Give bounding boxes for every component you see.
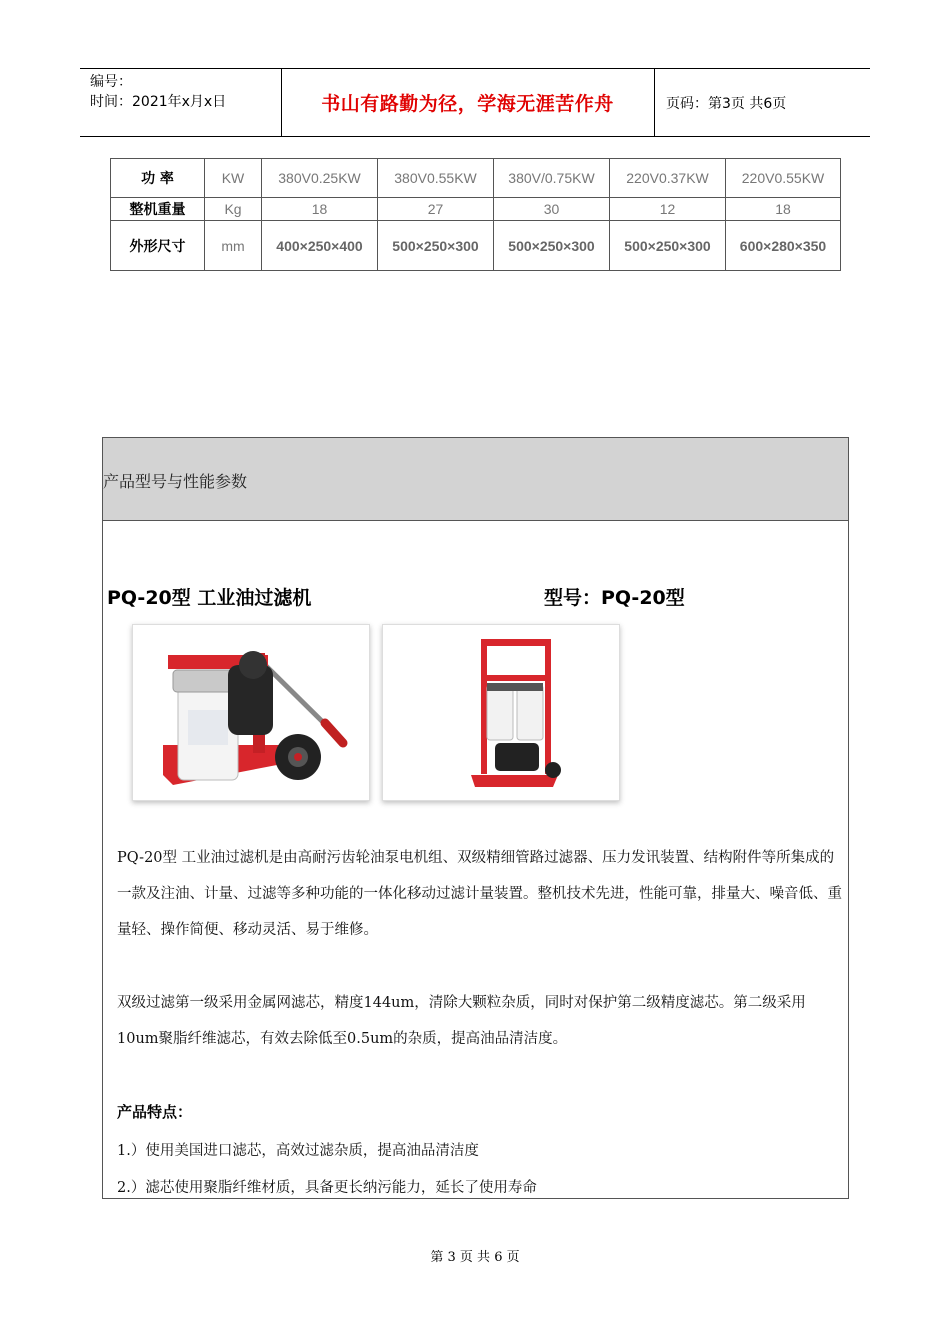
table-cell: 220V0.55KW bbox=[726, 159, 841, 198]
header-meta bbox=[90, 72, 226, 112]
page-header bbox=[80, 68, 870, 137]
section-heading: 产品型号与性能参数 bbox=[103, 472, 248, 491]
code-label: 编号： bbox=[90, 74, 132, 90]
table-cell: 380V/0.75KW bbox=[494, 159, 610, 198]
section-header bbox=[103, 438, 848, 521]
description-paragraph-2: 双级过滤第一级采用金属网滤芯，精度144um，清除大颗粒杂质，同时对保护第二级精度滤芯。第二级采用10um聚脂纤维滤芯，有效去除低至0.5um的杂质，提高油品清洁度。 bbox=[117, 995, 806, 1047]
description-paragraph-1: PQ-20型 工业油过滤机是由高耐污齿轮油泵电机组、双级精细管路过滤器、压力发讯装置、结构附件等所集成的一款及注油、计量、过滤等多种功能的一体化移动过滤计量装置。整机技术先进，性能可靠，排量大、噪音低、重量轻、操作简便、移动灵活、易于维修。 bbox=[117, 850, 842, 938]
table-cell: 18 bbox=[262, 198, 378, 221]
page-footer: 第 3 页 共 6 页 bbox=[430, 1250, 520, 1265]
header-page-info: 页码：第3页 共6页 bbox=[666, 96, 787, 112]
table-row bbox=[111, 198, 841, 221]
table-cell: 400×250×400 bbox=[262, 221, 378, 271]
product-title: PQ-20型 工业油过滤机 bbox=[107, 587, 312, 609]
table-cell: 600×280×350 bbox=[726, 221, 841, 271]
table-row bbox=[111, 221, 841, 271]
table-cell: 18 bbox=[726, 198, 841, 221]
table-cell: 500×250×300 bbox=[610, 221, 726, 271]
feature-item: 1.）使用美国进口滤芯，高效过滤杂质，提高油品清洁度 bbox=[117, 1143, 479, 1159]
row-label: 整机重量 bbox=[111, 198, 205, 221]
feature-item: 2.）滤芯使用聚脂纤维材质，具备更长纳污能力，延长了使用寿命 bbox=[117, 1180, 537, 1196]
product-photo-2 bbox=[382, 624, 620, 801]
row-label: 功 率 bbox=[111, 159, 205, 198]
oil-filter-machine-image bbox=[133, 625, 369, 800]
unit-cell: KW bbox=[205, 159, 262, 198]
table-cell: 380V0.55KW bbox=[378, 159, 494, 198]
unit-cell: mm bbox=[205, 221, 262, 271]
header-motto: 书山有路勤为径，学海无涯苦作舟 bbox=[321, 93, 614, 115]
features-heading: 产品特点： bbox=[117, 1103, 193, 1121]
table-cell: 380V0.25KW bbox=[262, 159, 378, 198]
table-cell: 30 bbox=[494, 198, 610, 221]
spec-table bbox=[110, 158, 841, 271]
table-cell: 220V0.37KW bbox=[610, 159, 726, 198]
oil-filter-cart-image bbox=[383, 625, 619, 800]
table-cell: 500×250×300 bbox=[494, 221, 610, 271]
table-cell: 27 bbox=[378, 198, 494, 221]
product-section bbox=[102, 437, 849, 1199]
time-label: 时间：2021年x月x日 bbox=[90, 94, 227, 110]
table-cell: 12 bbox=[610, 198, 726, 221]
product-photo-1 bbox=[132, 624, 370, 801]
table-cell: 500×250×300 bbox=[378, 221, 494, 271]
unit-cell: Kg bbox=[205, 198, 262, 221]
header-divider bbox=[654, 69, 655, 136]
row-label: 外形尺寸 bbox=[111, 221, 205, 271]
product-model: 型号：PQ-20型 bbox=[544, 587, 685, 609]
table-row bbox=[111, 159, 841, 198]
